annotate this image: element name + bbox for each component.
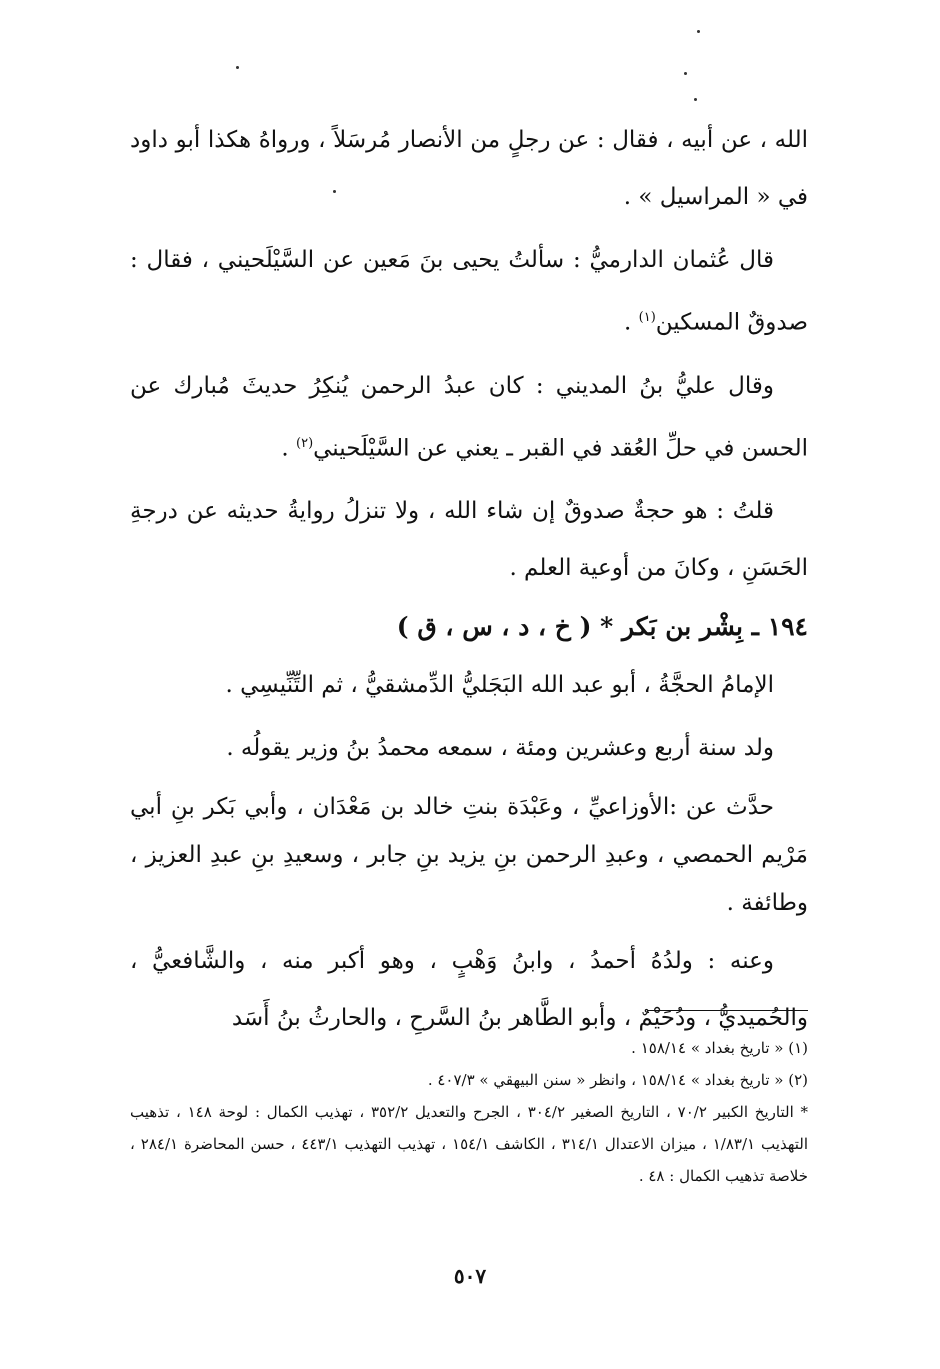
- paragraph-teachers: حدَّث عن :الأوزاعيِّ ، وعَبْدَة بنتِ خالد بن مَعْدَان ، وأبي بَكر بنِ أبي مَرْيم الحمصي ، وعبدِ الرحمن بنِ يزيد بنِ جابر ، وسعيدِ بنِ عبدِ العزيز ، وطائفة .: [130, 794, 808, 917]
- paragraph-darimi: قال عُثمان الدارميُّ : سألتُ يحيى بنَ مَعين عن السَّيْلَحيني ، فقال : صدوقٌ المسكين$^{(١)}$ .: [130, 247, 808, 336]
- footnote-rule: [648, 1010, 808, 1011]
- scan-speck: [697, 30, 700, 33]
- scan-speck: [684, 72, 687, 75]
- paragraph-madini-text: وقال عليُّ بنُ المديني : كان عبدُ الرحمن يُنكِرُ حديثَ مُبارك عن الحسن في حلِّ العُقد في القبر ـ يعني عن السَّيْلَحيني: [130, 372, 808, 462]
- page-number: ٥٠٧: [453, 1264, 487, 1288]
- main-text: [130, 112, 808, 1047]
- scan-speck: [236, 66, 239, 69]
- paragraph-darimi-text: قال عُثمان الدارميُّ : سألتُ يحيى بنَ مَعين عن السَّيْلَحيني ، فقال : صدوقٌ المسكين: [130, 247, 808, 336]
- paragraph-birth: ولد سنة أربع وعشرين ومئة ، سمعه محمدُ بنُ وزير يقولُه .: [226, 735, 774, 762]
- paragraph-madini: وقال عليُّ بنُ المديني : كان عبدُ الرحمن يُنكِرُ حديثَ مُبارك عن الحسن في حلِّ العُقد في القبر ـ يعني عن السَّيْلَحيني$^{(٢)}$ .: [130, 372, 808, 462]
- paragraph-students: وعنه : ولدُهُ أحمدُ ، وابنُ وَهْبٍ ، وهو أكبر منه ، والشَّافعيُّ ، والحُميديُّ ، ودُحَيْمٌ ، وأبو الطَّاهر بنُ السَّرحِ ، والحارثُ بنُ أَسَد: [130, 948, 808, 1032]
- footnote-1: (١) « تاريخ بغداد » ١٥٨/١٤ .: [631, 1039, 808, 1057]
- footnote-ref-2: (٢): [296, 435, 314, 451]
- paragraph-comment: قلتُ : هو حجةٌ صدوقٌ إن شاء الله ، ولا تنزلُ روايةُ حديثه عن درجةِ الحَسَنِ ، وكانَ من أوعية العلم .: [130, 498, 808, 582]
- paragraph-titles: الإمامُ الحجَّةُ ، أبو عبد الله البَجَليُّ الدِّمشقيُّ ، ثم التِّنِّيسِي .: [225, 672, 774, 699]
- footnotes: [130, 1032, 808, 1192]
- footnote-2: (٢) « تاريخ بغداد » ١٥٨/١٤ ، وانظر « سنن البيهقي » ٤٠٧/٣ .: [427, 1071, 808, 1089]
- entry-heading: ١٩٤ ـ بِشْر بن بَكر * ( خ ، د ، س ، ق ): [396, 612, 808, 642]
- scan-speck: [694, 98, 697, 101]
- paragraph-continuation: الله ، عن أبيه ، فقال : عن رجلٍ من الأنصار مُرسَلاً ، ورواهُ هكذا أبو داود في « المراسيل » .: [130, 127, 808, 210]
- footnote-sources: * التاريخ الكبير ٧٠/٢ ، التاريخ الصغير ٣٠٤/٢ ، الجرح والتعديل ٣٥٢/٢ ، تهذيب الكمال : لوحة ١٤٨ ، تذهيب التهذيب ١/٨٣/١ ، ميزان الاعتدال ٣١٤/١ ، الكاشف ١٥٤/١ ، تهذيب التهذيب ٤٤٣/١ ، حسن المحاضرة ٢٨٤/١ ، خلاصة تذهيب الكمال : ٤٨ .: [130, 1103, 809, 1185]
- footnote-ref-1: (١): [638, 310, 656, 325]
